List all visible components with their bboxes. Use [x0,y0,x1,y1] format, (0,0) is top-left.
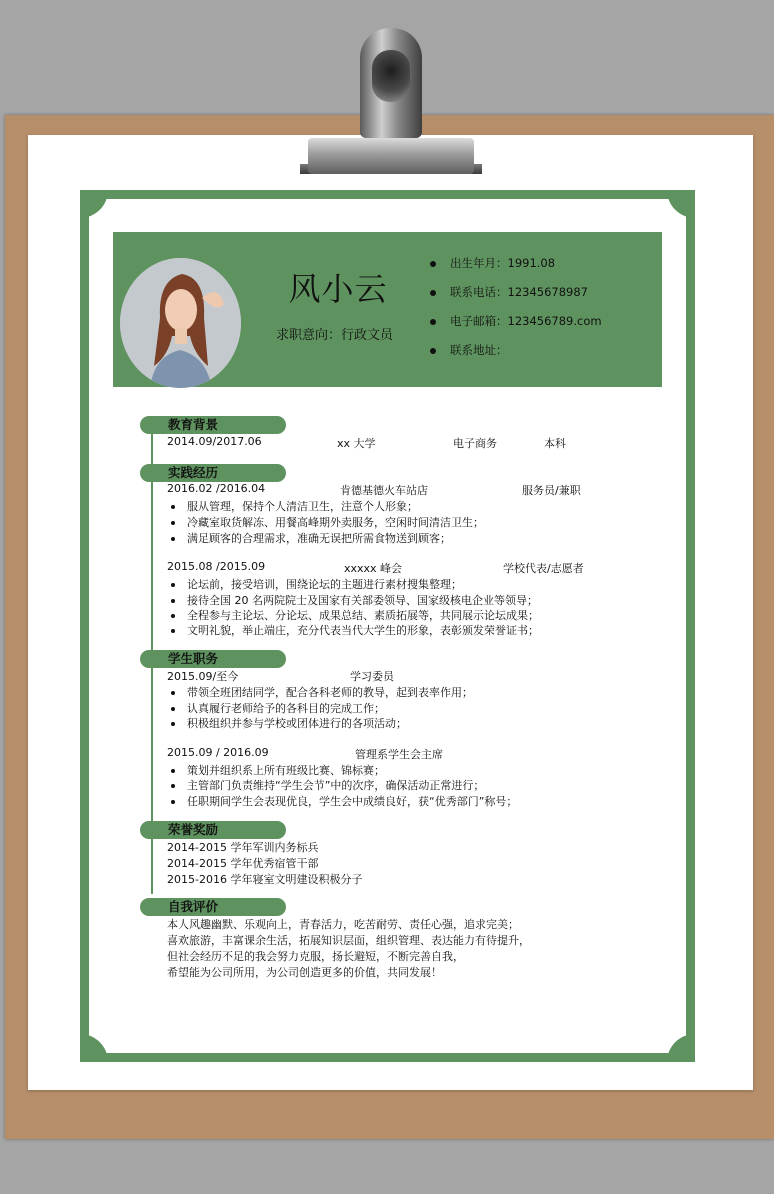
list-item: 任职期间学生会表现优良，学生会中成绩良好，获“优秀部门”称号； [171,793,517,809]
section-heading-self: 自我评价 [140,898,286,916]
profile-photo [120,258,241,388]
practice-2-org: xxxxx 峰会 [344,562,403,575]
bullet-dot-icon [430,290,436,296]
list-item: 积极组织并参与学校或团体进行的各项活动； [171,715,407,731]
self-line: 喜欢旅游，丰富课余生活，拓展知识层面，组织管理、表达能力有待提升， [167,934,530,947]
education-degree: 本科 [544,437,566,450]
self-line: 本人风趣幽默、乐观向上，青春活力，吃苦耐劳、责任心强，追求完美； [167,918,519,931]
list-item: 文明礼貌，举止端庄，充分代表当代大学生的形象，表彰颁发荣誉证书； [171,622,539,638]
info-birth: 出生年月：1991.08 [430,255,555,271]
list-item: 论坛前，接受培训，围绕论坛的主题进行素材搜集整理； [171,576,462,592]
bullet-dot-icon [430,261,436,267]
practice-2-date: 2015.08 /2015.09 [167,560,266,573]
duty-2-role: 管理系学生会主席 [355,748,443,761]
info-email: 电子邮箱：123456789.com [430,313,602,329]
practice-1-role: 服务员/兼职 [522,484,581,497]
section-heading-education: 教育背景 [140,416,286,434]
info-phone: 联系电话：12345678987 [430,284,588,300]
job-intent: 求职意向：行政文员 [276,328,394,343]
section-heading-awards: 荣誉奖励 [140,821,286,839]
info-address: 联系地址： [430,342,508,358]
award-item: 2014-2015 学年优秀宿管干部 [167,857,319,870]
section-heading-practice: 实践经历 [140,464,286,482]
list-item: 接待全国 20 名两院院士及国家有关部委领导、国家级核电企业等领导； [171,592,538,608]
duty-1-date: 2015.09/至今 [167,670,239,683]
list-item: 冷藏室取货解冻、用餐高峰期外卖服务，空闲时间清洁卫生； [171,514,484,530]
self-line: 但社会经历不足的我会努力克服，扬长避短，不断完善自我， [167,950,464,963]
binder-clip-ring [372,50,410,102]
duty-1-role: 学习委员 [350,670,394,683]
duty-2-date: 2015.09 / 2016.09 [167,746,269,759]
education-date: 2014.09/2017.06 [167,435,262,448]
list-item: 满足顾客的合理需求，准确无误把所需食物送到顾客； [171,530,451,546]
education-major: 电子商务 [453,437,497,450]
self-line: 希望能为公司所用，为公司创造更多的价值，共同发展！ [167,966,442,979]
bullet-dot-icon [430,348,436,354]
section-heading-duties: 学生职务 [140,650,286,668]
award-item: 2015-2016 学年寝室文明建设积极分子 [167,873,363,886]
list-item: 带领全班团结同学，配合各科老师的教导，起到表率作用； [171,684,473,700]
bullet-dot-icon [430,319,436,325]
list-item: 认真履行老师给予的各科目的完成工作； [171,700,385,716]
practice-1-date: 2016.02 /2016.04 [167,482,266,495]
practice-1-org: 肯德基德火车站店 [340,484,428,497]
list-item: 主管部门负责维持“学生会节”中的次序，确保活动正常进行； [171,777,484,793]
education-school: xx 大学 [337,437,376,450]
binder-clip-base [308,138,474,174]
candidate-name: 风小云 [288,270,388,308]
practice-2-role: 学校代表/志愿者 [503,562,584,575]
person-portrait-icon [120,258,241,388]
list-item: 服从管理，保持个人清洁卫生，注意个人形象； [171,498,418,514]
list-item: 全程参与主论坛、分论坛、成果总结、素质拓展等，共同展示论坛成果； [171,607,539,623]
award-item: 2014-2015 学年军训内务标兵 [167,841,319,854]
list-item: 策划并组织系上所有班级比赛、锦标赛； [171,762,385,778]
